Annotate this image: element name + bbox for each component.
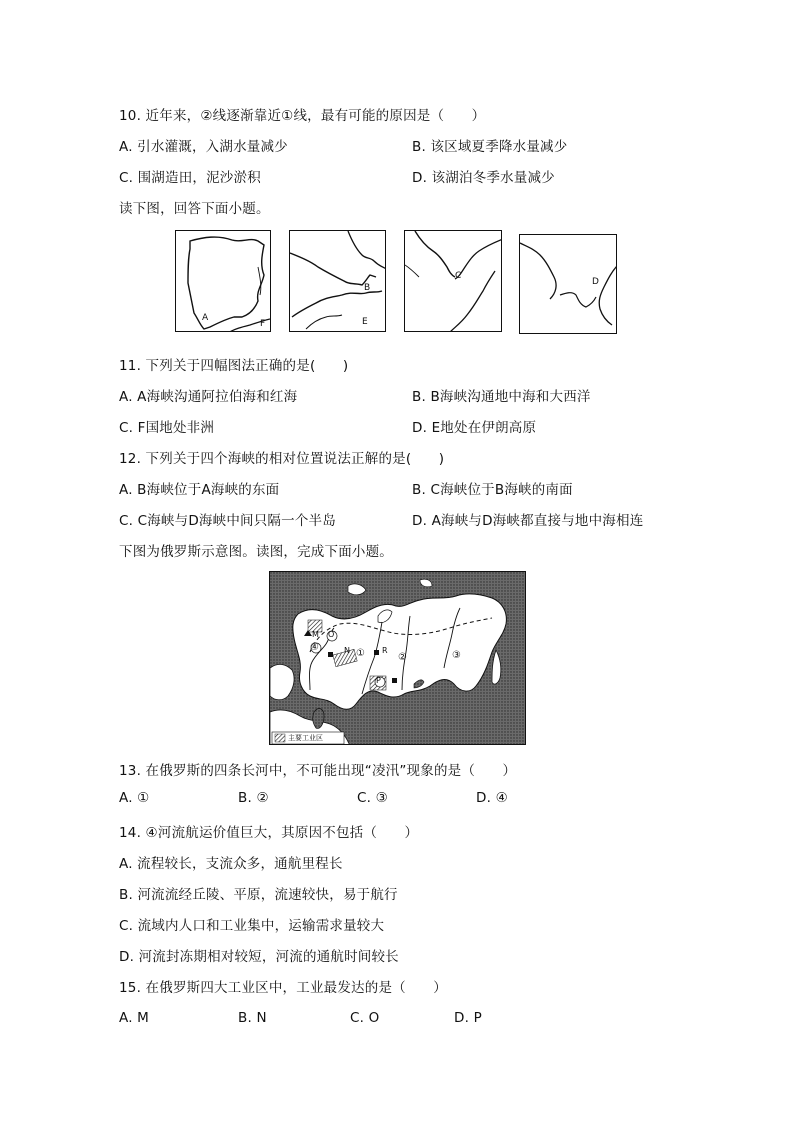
russia-legend: 主要工业区 bbox=[288, 734, 323, 742]
q14-stem: 14. ④河流航运价值巨大，其原因不包括（ ） bbox=[119, 825, 419, 841]
strait-map-a-drawing bbox=[176, 231, 271, 332]
strait-label-f: F bbox=[260, 319, 266, 329]
russia-label-r: R bbox=[382, 646, 388, 655]
q11-option-b: B. B海峡沟通地中海和大西洋 bbox=[412, 389, 591, 405]
russia-river-4: ④ bbox=[310, 642, 319, 653]
q14-option-c: C. 流域内人口和工业集中，运输需求量较大 bbox=[119, 918, 385, 934]
q13-option-c: C. ③ bbox=[357, 790, 388, 806]
strait-label-c: C bbox=[455, 271, 462, 281]
q13-option-d: D. ④ bbox=[476, 790, 508, 806]
q14-option-d: D. 河流封冻期相对较短，河流的通航时间较长 bbox=[119, 949, 399, 965]
q13-option-b: B. ② bbox=[238, 790, 269, 806]
q13-option-a: A. ① bbox=[119, 790, 150, 806]
russia-river-3: ③ bbox=[452, 650, 461, 661]
q10-stem: 10. 近年来，②线逐渐靠近①线，最有可能的原因是（ ） bbox=[119, 108, 486, 124]
strait-label-d: D bbox=[592, 277, 599, 287]
strait-map-a bbox=[175, 230, 271, 332]
q15-option-c: C. O bbox=[350, 1010, 380, 1026]
q11-option-c: C. F国地处非洲 bbox=[119, 420, 215, 436]
russia-label-n: N bbox=[344, 646, 350, 655]
russia-label-m: M bbox=[312, 630, 319, 639]
q14-option-a: A. 流程较长，支流众多，通航里程长 bbox=[119, 856, 343, 872]
strait-map-b-drawing bbox=[290, 231, 386, 332]
russia-label-p: P bbox=[376, 676, 381, 685]
strait-label-e: E bbox=[362, 317, 368, 327]
q11-option-a: A. A海峡沟通阿拉伯海和红海 bbox=[119, 389, 298, 405]
q10-option-c: C. 围湖造田，泥沙淤积 bbox=[119, 170, 261, 186]
q15-stem: 15. 在俄罗斯四大工业区中，工业最发达的是（ ） bbox=[119, 980, 447, 996]
q14-option-b: B. 河流流经丘陵、平原，流速较快，易于航行 bbox=[119, 887, 398, 903]
strait-map-c-drawing bbox=[405, 231, 502, 332]
q15-option-d: D. P bbox=[454, 1010, 482, 1026]
strait-map-b bbox=[289, 230, 386, 332]
q12-option-a: A. B海峡位于A海峡的东面 bbox=[119, 482, 280, 498]
q10-option-a: A. 引水灌溉，入湖水量减少 bbox=[119, 139, 288, 155]
russia-map bbox=[269, 571, 526, 745]
intro-straits: 读下图，回答下面小题。 bbox=[119, 201, 270, 217]
q12-stem: 12. 下列关于四个海峡的相对位置说法正解的是( ) bbox=[119, 451, 445, 467]
q10-option-b: B. 该区域夏季降水量减少 bbox=[412, 139, 568, 155]
q12-option-c: C. C海峡与D海峡中间只隔一个半岛 bbox=[119, 513, 336, 529]
russia-river-1: ① bbox=[356, 648, 365, 659]
q11-stem: 11. 下列关于四幅图法正确的是( ) bbox=[119, 358, 349, 374]
strait-map-d-drawing bbox=[520, 235, 617, 334]
strait-label-a: A bbox=[202, 313, 209, 323]
q13-stem: 13. 在俄罗斯的四条长河中，不可能出现“凌汛”现象的是（ ） bbox=[119, 763, 517, 779]
q15-option-a: A. M bbox=[119, 1010, 150, 1026]
russia-label-o: O bbox=[328, 630, 335, 639]
q10-option-d: D. 该湖泊冬季水量减少 bbox=[412, 170, 555, 186]
strait-map-d bbox=[519, 234, 617, 334]
q11-option-d: D. E地处在伊朗高原 bbox=[412, 420, 537, 436]
q12-option-d: D. A海峡与D海峡都直接与地中海相连 bbox=[412, 513, 644, 529]
q15-option-b: B. N bbox=[238, 1010, 267, 1026]
q12-option-b: B. C海峡位于B海峡的南面 bbox=[412, 482, 573, 498]
intro-russia: 下图为俄罗斯示意图。读图，完成下面小题。 bbox=[119, 544, 393, 560]
strait-map-c bbox=[404, 230, 502, 332]
strait-label-b: B bbox=[364, 283, 371, 293]
russia-river-2: ② bbox=[398, 652, 407, 663]
